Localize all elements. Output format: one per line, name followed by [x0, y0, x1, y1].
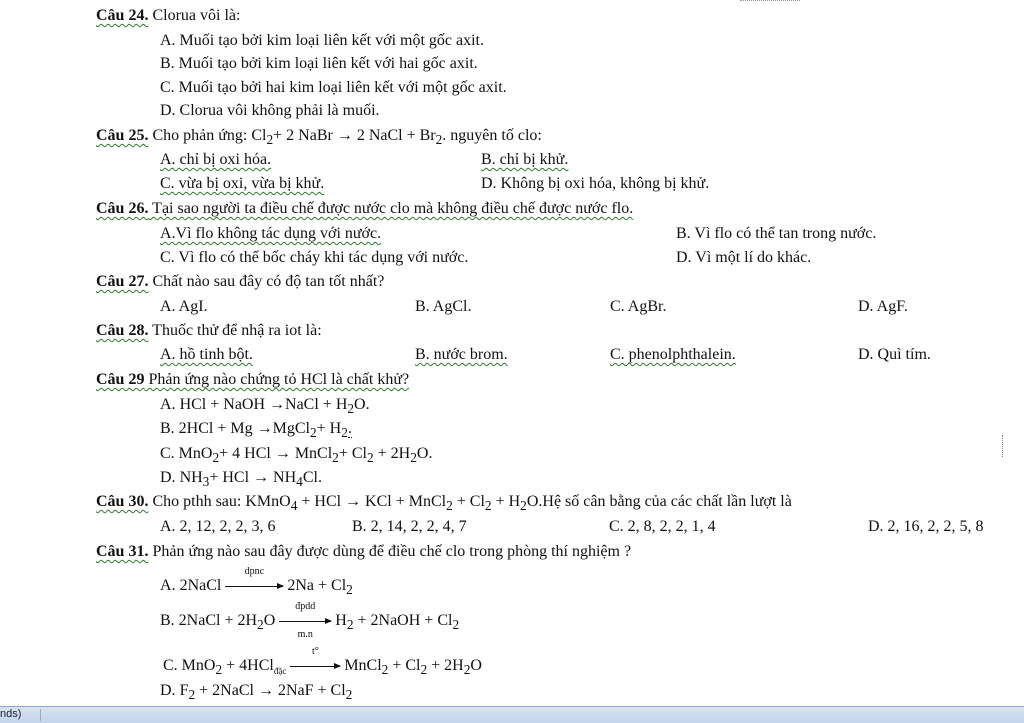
- option-letter: B.: [160, 420, 175, 437]
- option-letter: A.: [160, 396, 176, 413]
- question-26-text: Tại sao người ta điều chế được nước clo mà không điều chế được nước flo.: [148, 200, 634, 217]
- question-25-option-d: D. Không bị oxi hóa, không bị khử.: [481, 175, 710, 192]
- question-27-label: Câu 27.: [96, 273, 149, 290]
- question-27: [96, 272, 384, 292]
- reaction-arrow: [225, 566, 283, 596]
- question-31-label: Câu 31.: [96, 543, 149, 560]
- question-24: [96, 6, 240, 26]
- question-29-option-d: D. $NH_3+$ HCl → $NH_4Cl$.: [160, 469, 322, 490]
- question-24-option-b: B. Muối tạo bởi kim loại liên kết với hai gốc axit.: [160, 55, 478, 72]
- question-30-tail: .Hệ số cân bằng của các chất lần lượt là: [538, 493, 792, 510]
- question-30-option-b: B. 2, 14, 2, 2, 4, 7: [352, 518, 467, 535]
- question-29-option-a: A. HCl + NaOH →NaCl + $H_2O$.: [160, 396, 370, 417]
- question-30: [96, 492, 792, 516]
- question-25-option-c: C. vừa bị oxi, vừa bị khử.: [160, 175, 325, 192]
- option-letter: C.: [160, 445, 175, 462]
- question-26-label: Câu 26.: [96, 200, 149, 217]
- question-27-text: Chất nào sau đây có độ tan tốt nhất?: [148, 273, 385, 290]
- question-29-text: Phản ứng nào chứng tỏ HCl là chất khử?: [144, 371, 410, 388]
- question-30-equation: KMnO$_4$ + HCl → KCl + MnCl$_2$ + $Cl_2 + H_2O$: [245, 493, 539, 514]
- question-26-option-d: D. Vì một lí do khác.: [676, 249, 812, 266]
- question-28: [96, 321, 322, 341]
- question-24-label: Câu 24.: [96, 7, 149, 24]
- reaction-condition: t°: [311, 646, 319, 657]
- option-letter: D.: [160, 682, 176, 699]
- question-31-text: Phản ứng nào sau đây được dùng để điều chế clo trong phòng thí nghiệm ?: [148, 543, 632, 560]
- status-bar: [0, 706, 1024, 723]
- question-28-label: Câu 28.: [96, 322, 149, 339]
- status-bar-text: nds): [0, 708, 22, 720]
- question-26-option-a: A.Vì flo không tác dụng với nước.: [160, 225, 382, 242]
- question-28-option-c: C. phenolphthalein.: [610, 346, 736, 363]
- question-27-option-d: D. AgF.: [858, 298, 908, 315]
- question-25-option-b: B. chỉ bị khử.: [481, 151, 569, 168]
- question-28-option-d: D. Quì tím.: [858, 346, 931, 363]
- question-27-option-a: A. AgI.: [160, 298, 208, 315]
- question-24-option-d: D. Clorua vôi không phải là muối.: [160, 102, 380, 119]
- question-29-label: Câu 29: [96, 371, 145, 388]
- question-27-option-b: B. AgCl.: [415, 298, 472, 315]
- question-28-text: Thuốc thử để nhậ ra iot là:: [148, 322, 322, 339]
- question-26: [96, 199, 633, 219]
- reaction-condition: dpnc: [244, 566, 265, 577]
- question-31: [96, 542, 631, 562]
- question-24-text: Clorua vôi là:: [148, 7, 241, 24]
- question-25-equation: $Cl_2+ 2$ NaBr → 2 NaCl + $Br_2$: [251, 127, 443, 148]
- option-letter: C.: [163, 657, 178, 674]
- question-25: [96, 126, 542, 150]
- option-letter: D.: [160, 469, 176, 486]
- question-29-option-b: B. 2HCl + Mg →MgCl$_2$+ $H_2$.: [160, 420, 352, 441]
- option-letter: B.: [160, 612, 175, 629]
- reaction-arrow: [290, 646, 340, 676]
- question-24-option-a: A. Muối tạo bởi kim loại liên kết với một gốc axit.: [160, 32, 484, 49]
- question-25-label: Câu 25.: [96, 127, 149, 144]
- page-break-mark: [740, 0, 800, 1]
- question-30-option-c: C. 2, 8, 2, 2, 1, 4: [609, 518, 716, 535]
- question-26-option-b: B. Vì flo có thể tan trong nước.: [676, 225, 877, 242]
- reaction-arrow: [279, 601, 331, 640]
- question-28-option-a: A. hồ tinh bột.: [160, 346, 253, 363]
- question-31-option-b: B. 2NaCl + $2H_2O$ đpdd m.n $H_2$ + 2NaOH + $Cl_2$: [160, 601, 460, 640]
- question-31-option-c: C. MnO$_2$ + 4HCl$_{đặc}$ t° MnCl$_2$ + $Cl_2 + 2H_2O$: [163, 646, 482, 678]
- question-30-option-d: D. 2, 16, 2, 2, 5, 8: [868, 518, 984, 535]
- question-30-text: Cho pthh sau:: [148, 493, 246, 510]
- question-30-option-a: A. 2, 12, 2, 2, 3, 6: [160, 518, 276, 535]
- question-25-text: Cho phản ứng:: [148, 127, 252, 144]
- question-26-option-c: C. Vì flo có thể bốc cháy khi tác dụng với nước.: [160, 249, 469, 266]
- status-bar-separator: [40, 709, 41, 721]
- reaction-condition-top: đpdd: [295, 601, 316, 612]
- dac-subscript: đặc: [273, 666, 287, 677]
- question-24-option-c: C. Muối tạo bởi hai kim loại liên kết với một gốc axit.: [160, 79, 507, 96]
- question-27-option-c: C. AgBr.: [610, 298, 667, 315]
- question-25-tail: . nguyên tố clo:: [442, 127, 542, 144]
- reaction-condition-bottom: m.n: [297, 629, 313, 640]
- question-29-option-c: C. MnO$_2$+ 4 HCl → MnCl$_2$+ $Cl_2 + 2H_2O$.: [160, 445, 433, 466]
- option-letter: A.: [160, 577, 176, 594]
- question-29: [96, 370, 409, 390]
- question-25-option-a: A. chỉ bị oxi hóa.: [160, 151, 272, 168]
- question-28-option-b: B. nước brom.: [415, 346, 508, 363]
- margin-mark: [1002, 435, 1003, 457]
- question-31-option-a: A. 2NaCl dpnc $2Na + Cl_2$: [160, 566, 353, 598]
- question-30-label: Câu 30.: [96, 493, 149, 510]
- question-31-option-d: D. $F_2$ + 2NaCl → $2NaF + Cl_2$: [160, 682, 353, 703]
